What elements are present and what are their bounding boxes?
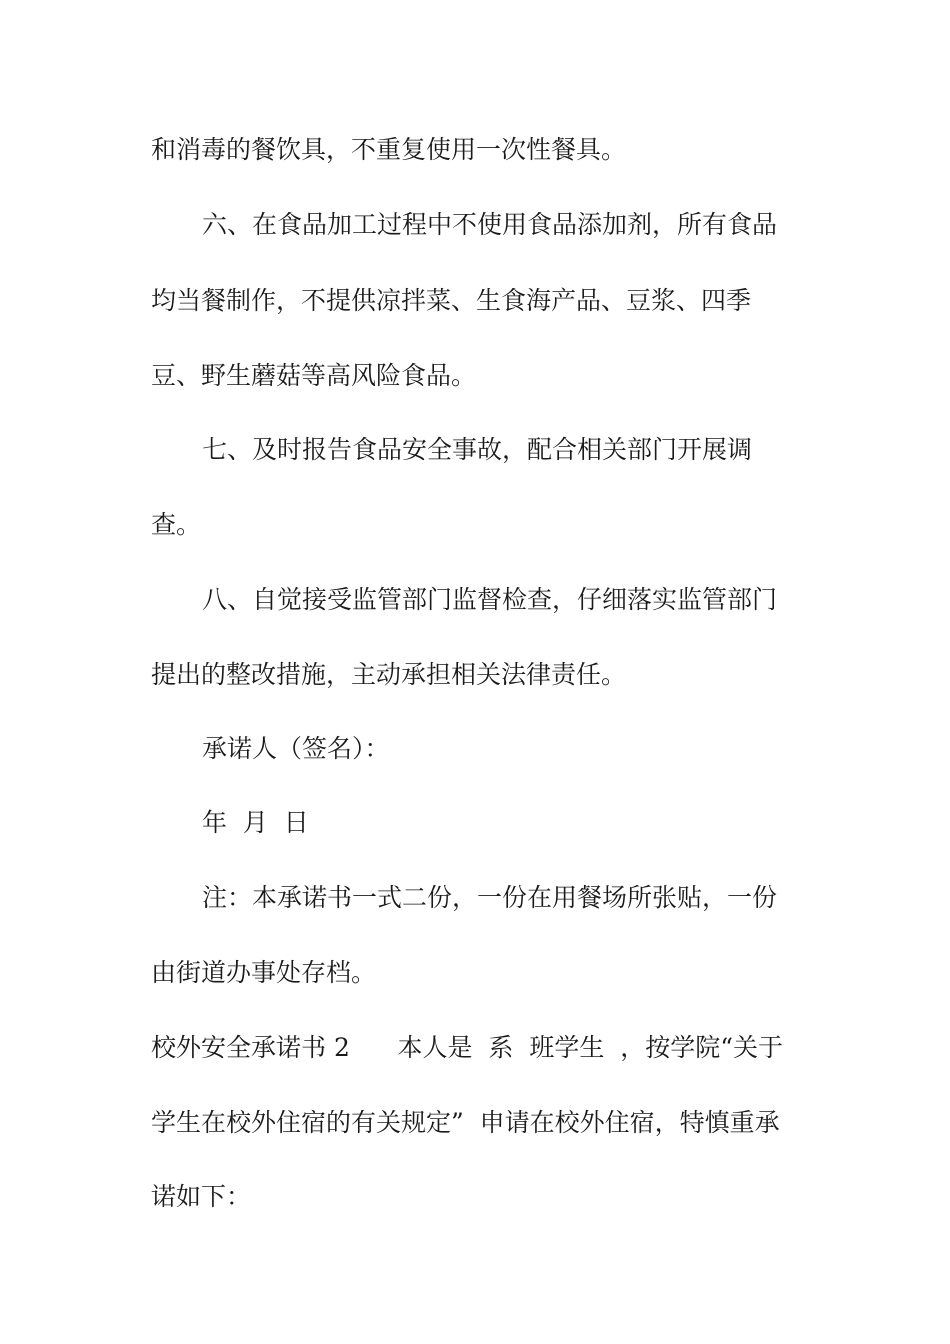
text-line: 提出的整改措施，主动承担相关法律责任。 [151,660,627,689]
date-line: 年 月 日 [202,808,309,837]
text-line: 由街道办事处存档。 [151,958,377,987]
text-line: 学生在校外住宿的有关规定” 申请在校外住宿，特慎重承 [151,1108,780,1137]
text-line: 注：本承诺书一式二份，一份在用餐场所张贴，一份 [202,883,778,912]
text-line: 豆、野生蘑菇等高风险食品。 [151,361,477,390]
text-line: 查。 [151,510,202,539]
text-line: 诺如下： [151,1182,252,1211]
text-line: 六、在食品加工过程中不使用食品添加剂，所有食品 [202,210,778,239]
text-line: 八、自觉接受监管部门监督检查，仔细落实监管部门 [202,585,778,614]
signature-label: 承诺人（签名）： [202,734,390,763]
text-line: 和消毒的餐饮具，不重复使用一次性餐具。 [151,135,627,164]
section-heading-line: 校外安全承诺书 2 本人是 系 班学生 ，按学院“关于 [151,1033,783,1062]
text-line: 七、及时报告食品安全事故，配合相关部门开展调 [202,435,753,464]
text-line: 均当餐制作，不提供凉拌菜、生食海产品、豆浆、四季 [151,286,752,315]
